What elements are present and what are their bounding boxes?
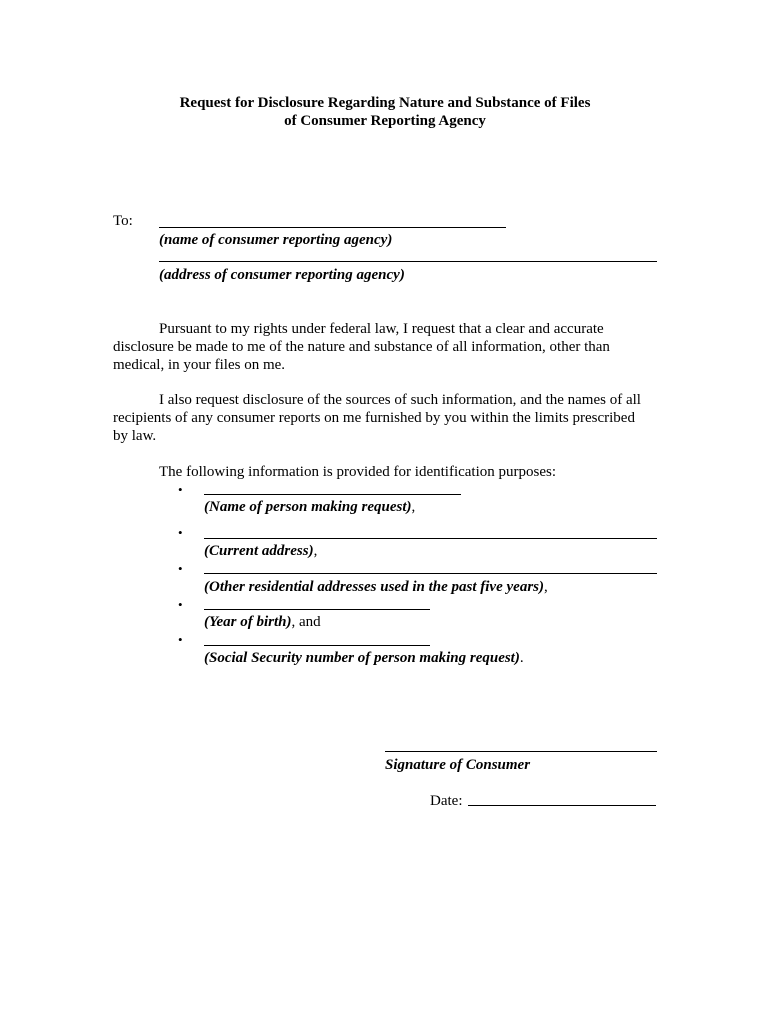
- paragraph-2: [113, 391, 658, 445]
- paragraph-1-line-2: disclosure be made to me of the nature and substance of all information, other than: [113, 339, 610, 355]
- bullet-icon: •: [178, 632, 183, 647]
- paragraph-1-line-1: Pursuant to my rights under federal law, I request that a clear and accurate: [159, 321, 604, 337]
- identification-intro: The following information is provided for identification purposes:: [159, 464, 557, 480]
- paragraph-2-line-2: recipients of any consumer reports on me furnished by you within the limits prescribed: [113, 410, 635, 426]
- ssn-caption: (Social Security number of person making request).: [204, 650, 524, 666]
- ssn-field[interactable]: [204, 645, 430, 646]
- agency-name-field[interactable]: [159, 227, 506, 228]
- requester-name-caption: (Name of person making request),: [204, 499, 416, 515]
- year-of-birth-caption: (Year of birth), and: [204, 614, 321, 630]
- paragraph-2-line-3: by law.: [113, 428, 157, 444]
- signature-caption: Signature of Consumer: [385, 757, 531, 773]
- other-addresses-field[interactable]: [204, 573, 657, 574]
- bullet-icon: •: [178, 482, 183, 497]
- bullet-icon: •: [178, 597, 183, 612]
- to-label: To:: [113, 213, 133, 229]
- agency-name-caption: (name of consumer reporting agency): [159, 232, 393, 248]
- current-address-field[interactable]: [204, 538, 657, 539]
- paragraph-1: [113, 320, 658, 374]
- other-addresses-caption: (Other residential addresses used in the past five years),: [204, 579, 548, 595]
- bullet-icon: •: [178, 525, 183, 540]
- current-address-caption: (Current address),: [204, 543, 318, 559]
- date-label: Date:: [430, 793, 463, 809]
- document-title-line-2: of Consumer Reporting Agency: [284, 113, 486, 129]
- date-field[interactable]: [468, 805, 656, 806]
- agency-address-field[interactable]: [159, 261, 657, 262]
- signature-field[interactable]: [385, 751, 657, 752]
- agency-address-caption: (address of consumer reporting agency): [159, 267, 405, 283]
- requester-name-field[interactable]: [204, 494, 461, 495]
- year-of-birth-field[interactable]: [204, 609, 430, 610]
- paragraph-1-line-3: medical, in your files on me.: [113, 357, 286, 373]
- bullet-icon: •: [178, 561, 183, 576]
- document-title-line-1: Request for Disclosure Regarding Nature and Substance of Files: [179, 95, 591, 111]
- paragraph-2-line-1: I also request disclosure of the sources of such information, and the names of all: [159, 392, 641, 408]
